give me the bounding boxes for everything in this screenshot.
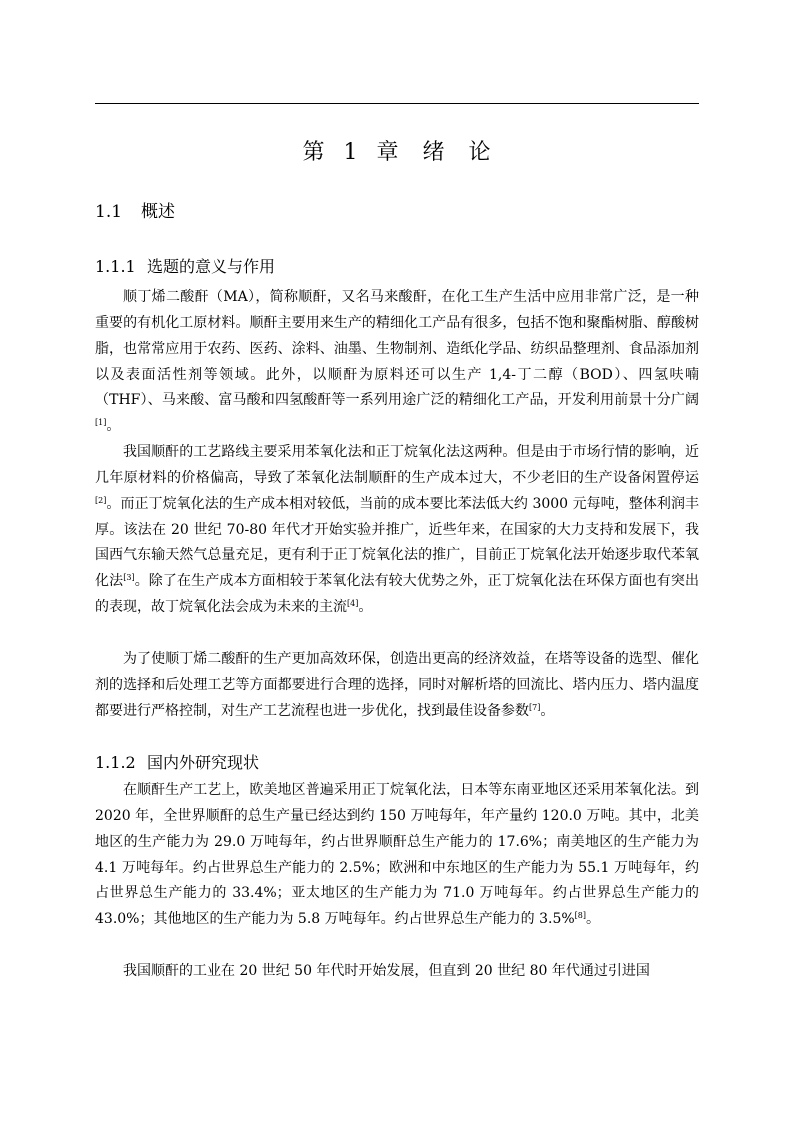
citation: [8] <box>574 911 586 921</box>
header-rule <box>95 103 699 104</box>
citation: [4] <box>347 599 359 609</box>
citation: [3] <box>123 573 135 583</box>
citation: [7] <box>529 702 541 712</box>
section-title: 概述 <box>141 202 175 222</box>
subsection-heading-2 <box>95 750 259 776</box>
paragraph-1: 顺丁烯二酸酐（MA），简称顺酐，又名马来酸酐，在化工生产生活中应用非常广泛，是一种重要的有机化工原材料。顺酐主要用来生产的精细化工产品有很多，包括不饱和聚酯树脂、醇酸树脂，也常常应用于农药、医药、涂料、油墨、生物制剂、造纸化学品、纺织品整理剂、食品添加剂以及表面活性剂等领域。此外，以顺酐为原料还可以生产 1,4-丁二醇（BOD）、四氢呋喃（THF）、马来酸、富马酸和四氢酸酐等一系列用途广泛的精细化工产品，开发利用前景十分广阔[1]。 <box>95 289 699 435</box>
chapter-title: 第 1 章 绪 论 <box>302 140 492 165</box>
paragraph-2: 我国顺酐的工艺路线主要采用苯氧化法和正丁烷氧化法这两种。但是由于市场行情的影响，近几年原材料的价格偏高，导致了苯氧化法制顺酐的生产成本过大，不少老旧的生产设备闲置停运[2]。而正丁烷氧化法的生产成本相对较低，当前的成本要比苯法低大约 3000 元每吨，整体利润丰厚。该法在 20 世纪 70-80 年代才开始实验并推广，近些年来，在国家的大力支持和发展下，我国西气东输天然气总量充足，更有利于正丁烷氧化法的推广，目前正丁烷氧化法开始逐步取代苯氧化法[3]。除了在生产成本方面相较于苯氧化法有较大优势之外，正丁烷氧化法在环保方面也有突出的表现，故丁烷氧化法会成为未来的主流[4]。 <box>95 444 700 616</box>
section-heading <box>95 198 175 226</box>
subsection-number: 1.1.1 <box>95 257 136 276</box>
section-number: 1.1 <box>95 202 123 222</box>
subsection-heading-1 <box>95 254 275 280</box>
subsection-title: 选题的意义与作用 <box>147 257 276 276</box>
citation: [1] <box>95 418 107 428</box>
citation: [2] <box>95 495 107 505</box>
subsection-title: 国内外研究现状 <box>147 753 260 772</box>
paragraph-5: 我国顺酐的工业在 20 世纪 50 年代时开始发展，但直到 20 世纪 80 年代通过引进国 <box>123 963 650 979</box>
paragraph-3: 为了使顺丁烯二酸酐的生产更加高效环保，创造出更高的经济效益，在塔等设备的选型、催化剂的选择和后处理工艺等方面都要进行合理的选择，同时对解析塔的回流比、塔内压力、塔内温度都要进行严格控制，对生产工艺流程也进一步优化，找到最佳设备参数[7]。 <box>95 651 699 719</box>
subsection-number: 1.1.2 <box>95 753 136 772</box>
paragraph-4: 在顺酐生产工艺上，欧美地区普遍采用正丁烷氧化法，日本等东南亚地区还采用苯氧化法。到 2020 年，全世界顺酐的总生产量已经达到约 150 万吨每年，年产量约 120.0 万吨。其中，北美地区的生产能力为 29.0 万吨每年，约占世界顺酐总生产能力的 17.6%；南美地区的生产能力为 4.1 万吨每年。约占世界总生产能力的 2.5%；欧洲和中东地区的生产能力为 55.1 万吨每年，约占世界总生产能力的 33.4%；亚太地区的生产能力为 71.0 万吨每年。约占世界总生产能力的 43.0%；其他地区的生产能力为 5.8 万吨每年。约占世界总生产能力的 3.5%[8]。 <box>95 782 699 928</box>
